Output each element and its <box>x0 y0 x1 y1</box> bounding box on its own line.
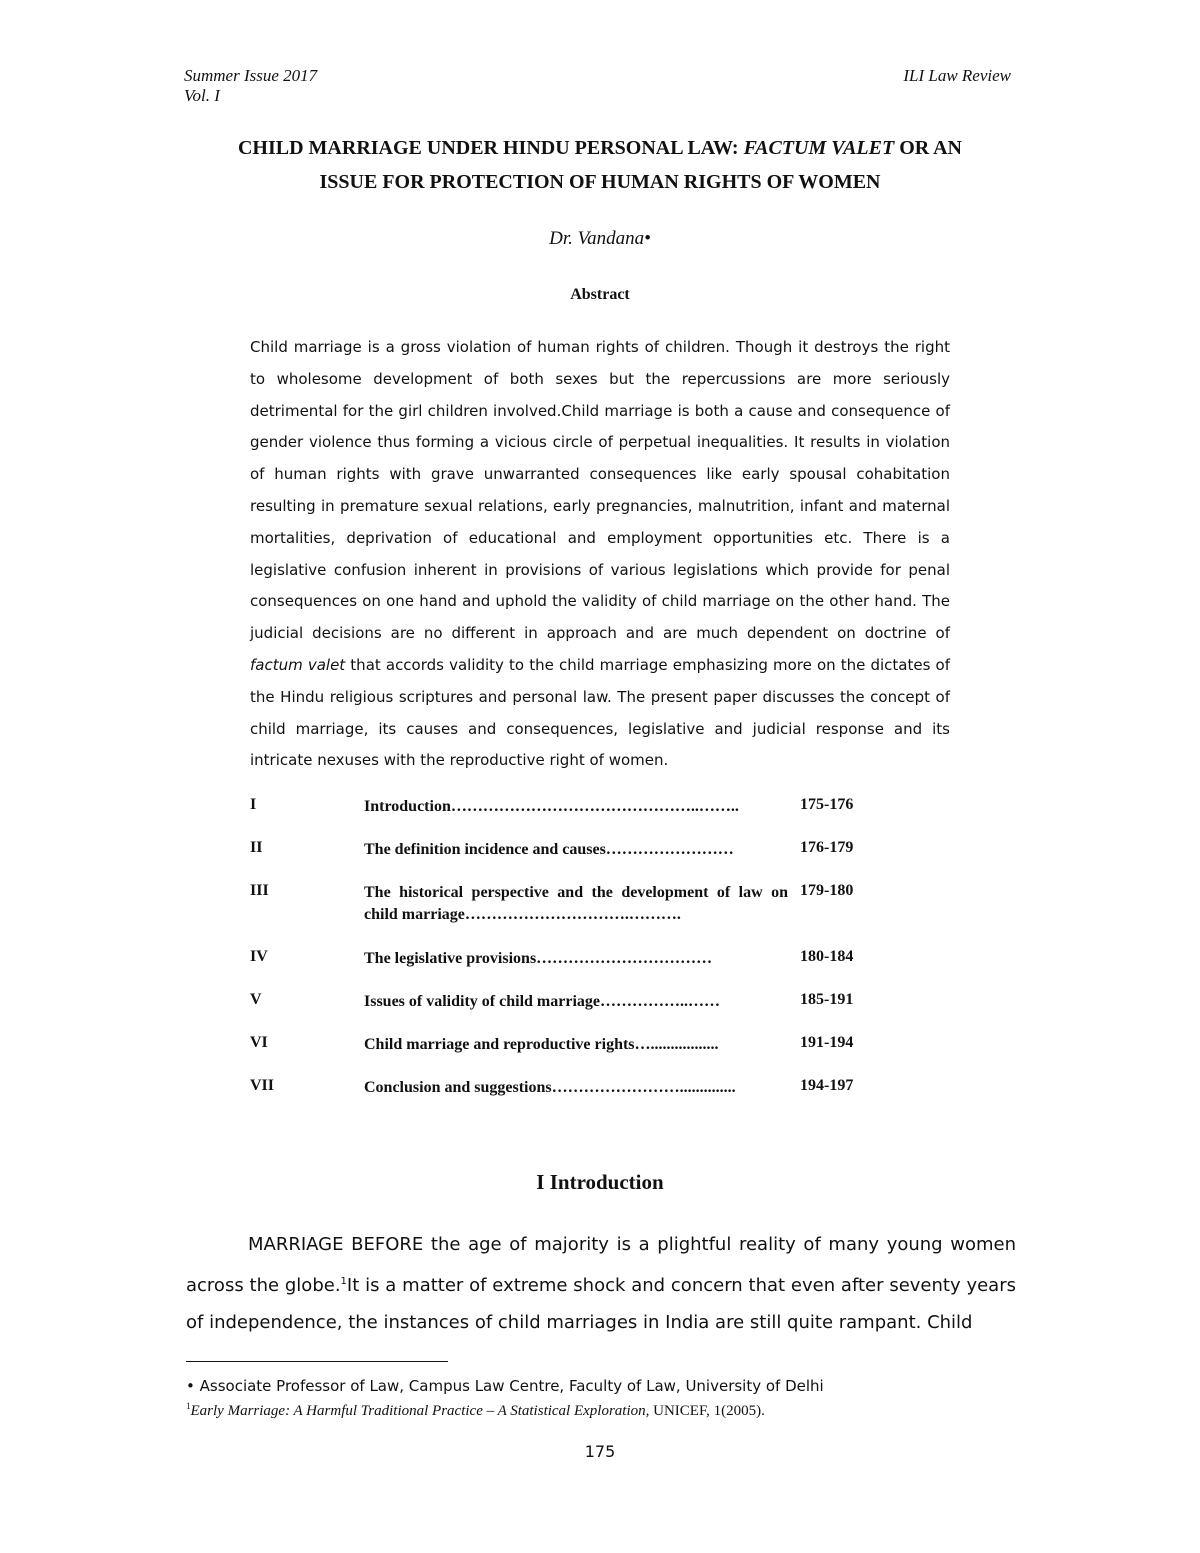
toc-pages: 194-197 <box>800 1077 854 1094</box>
body-paragraph: MARRIAGE BEFORE the age of majority is a plightful reality of many young women across the globe.$^1$It is a matter of extreme shock and concern that even after seventy years of independence, the instances of child marriages in India are still quite rampant. Child <box>186 1234 1016 1333</box>
toc-number: VII <box>250 1077 275 1094</box>
toc-row[interactable] <box>250 796 870 839</box>
page-number: 175 <box>584 1442 616 1461</box>
toc-title: The legislative provisions…………………………… <box>364 950 713 967</box>
footnote-author: • Associate Professor of Law, Campus Law Centre, Faculty of Law, University of Delhi <box>186 1377 824 1395</box>
toc-row[interactable] <box>250 882 870 948</box>
toc-row[interactable] <box>250 948 870 991</box>
footnote-divider <box>186 1361 448 1362</box>
section-heading: I Introduction <box>536 1170 664 1194</box>
footnote-reference[interactable]: 1 <box>340 1276 347 1287</box>
abstract-heading: Abstract <box>570 286 630 303</box>
volume-label: Vol. I <box>184 86 220 105</box>
toc-number: II <box>250 839 263 856</box>
toc-row[interactable] <box>250 839 870 882</box>
toc-title: Introduction………………………………………..…….. <box>364 798 739 815</box>
toc-pages: 176-179 <box>800 839 854 856</box>
abstract-italic-term: factum valet <box>250 655 346 674</box>
title-line-2: ISSUE FOR PROTECTION OF HUMAN RIGHTS OF WOMEN <box>319 171 881 193</box>
toc-pages: 191-194 <box>800 1034 854 1051</box>
author-footnote-mark: • <box>644 228 651 249</box>
title-italic: FACTUM VALET <box>743 137 895 159</box>
toc-row[interactable] <box>250 991 870 1034</box>
toc-pages: 180-184 <box>800 948 854 965</box>
abstract-text: Child marriage is a gross violation of human rights of children. Though it destroys the right to wholesome development of both sexes but the repercussions are more seriously detrimental for the girl children involved.Child marriage is both a cause and consequence of gender violence thus forming a vicious circle of perpetual inequalities. It results in violation of human rights with grave unwarranted consequences like early spousal cohabitation resulting in premature sexual relations, early pregnancies, malnutrition, infant and maternal mortalities, deprivation of educational and employment opportunities etc. There is a legislative confusion inherent in provisions of various legislations which provide for penal consequences on one hand and uphold the validity of child marriage on the other hand. The judicial decisions are no different in approach and are much dependent on doctrine of factum valet that accords validity to the child marriage emphasizing more on the dictates of the Hindu religious scriptures and personal law. The present paper discusses the concept of child marriage, its causes and consequences, legislative and judicial response and its intricate nexuses with the reproductive right of women. <box>250 338 950 770</box>
toc-pages: 175-176 <box>800 796 854 813</box>
toc-pages: 185-191 <box>800 991 854 1008</box>
toc-title: Conclusion and suggestions…………………….............. <box>364 1079 736 1096</box>
journal-name: ILI Law Review <box>903 66 1011 85</box>
footnote-1: $^1$Early Marriage: A Harmful Traditional Practice – A Statistical Exploration, UNICEF, 1(2005). <box>186 1401 765 1419</box>
toc-number: VI <box>250 1034 268 1051</box>
toc-title: Child marriage and reproductive rights…................. <box>364 1036 719 1053</box>
toc-row[interactable] <box>250 1077 870 1120</box>
toc-pages: 179-180 <box>800 882 854 899</box>
toc-title: The historical perspective and the development of law on child marriage………………………….………. <box>364 884 788 923</box>
toc-row[interactable] <box>250 1034 870 1077</box>
footnotes <box>186 1376 1016 1421</box>
article-title <box>150 131 1050 199</box>
author-name: Dr. Vandana• <box>549 228 651 249</box>
running-header-left <box>184 66 317 106</box>
table-of-contents <box>250 796 870 1120</box>
toc-number: IV <box>250 948 268 965</box>
toc-title: Issues of validity of child marriage……………..…… <box>364 993 720 1010</box>
issue-label: Summer Issue 2017 <box>184 66 318 85</box>
toc-number: III <box>250 882 269 899</box>
toc-number: V <box>250 991 262 1008</box>
title-line-1: CHILD MARRIAGE UNDER HINDU PERSONAL LAW: FACTUM VALET OR AN <box>237 137 962 159</box>
toc-number: I <box>250 796 257 813</box>
toc-title: The definition incidence and causes…………………… <box>364 841 734 858</box>
